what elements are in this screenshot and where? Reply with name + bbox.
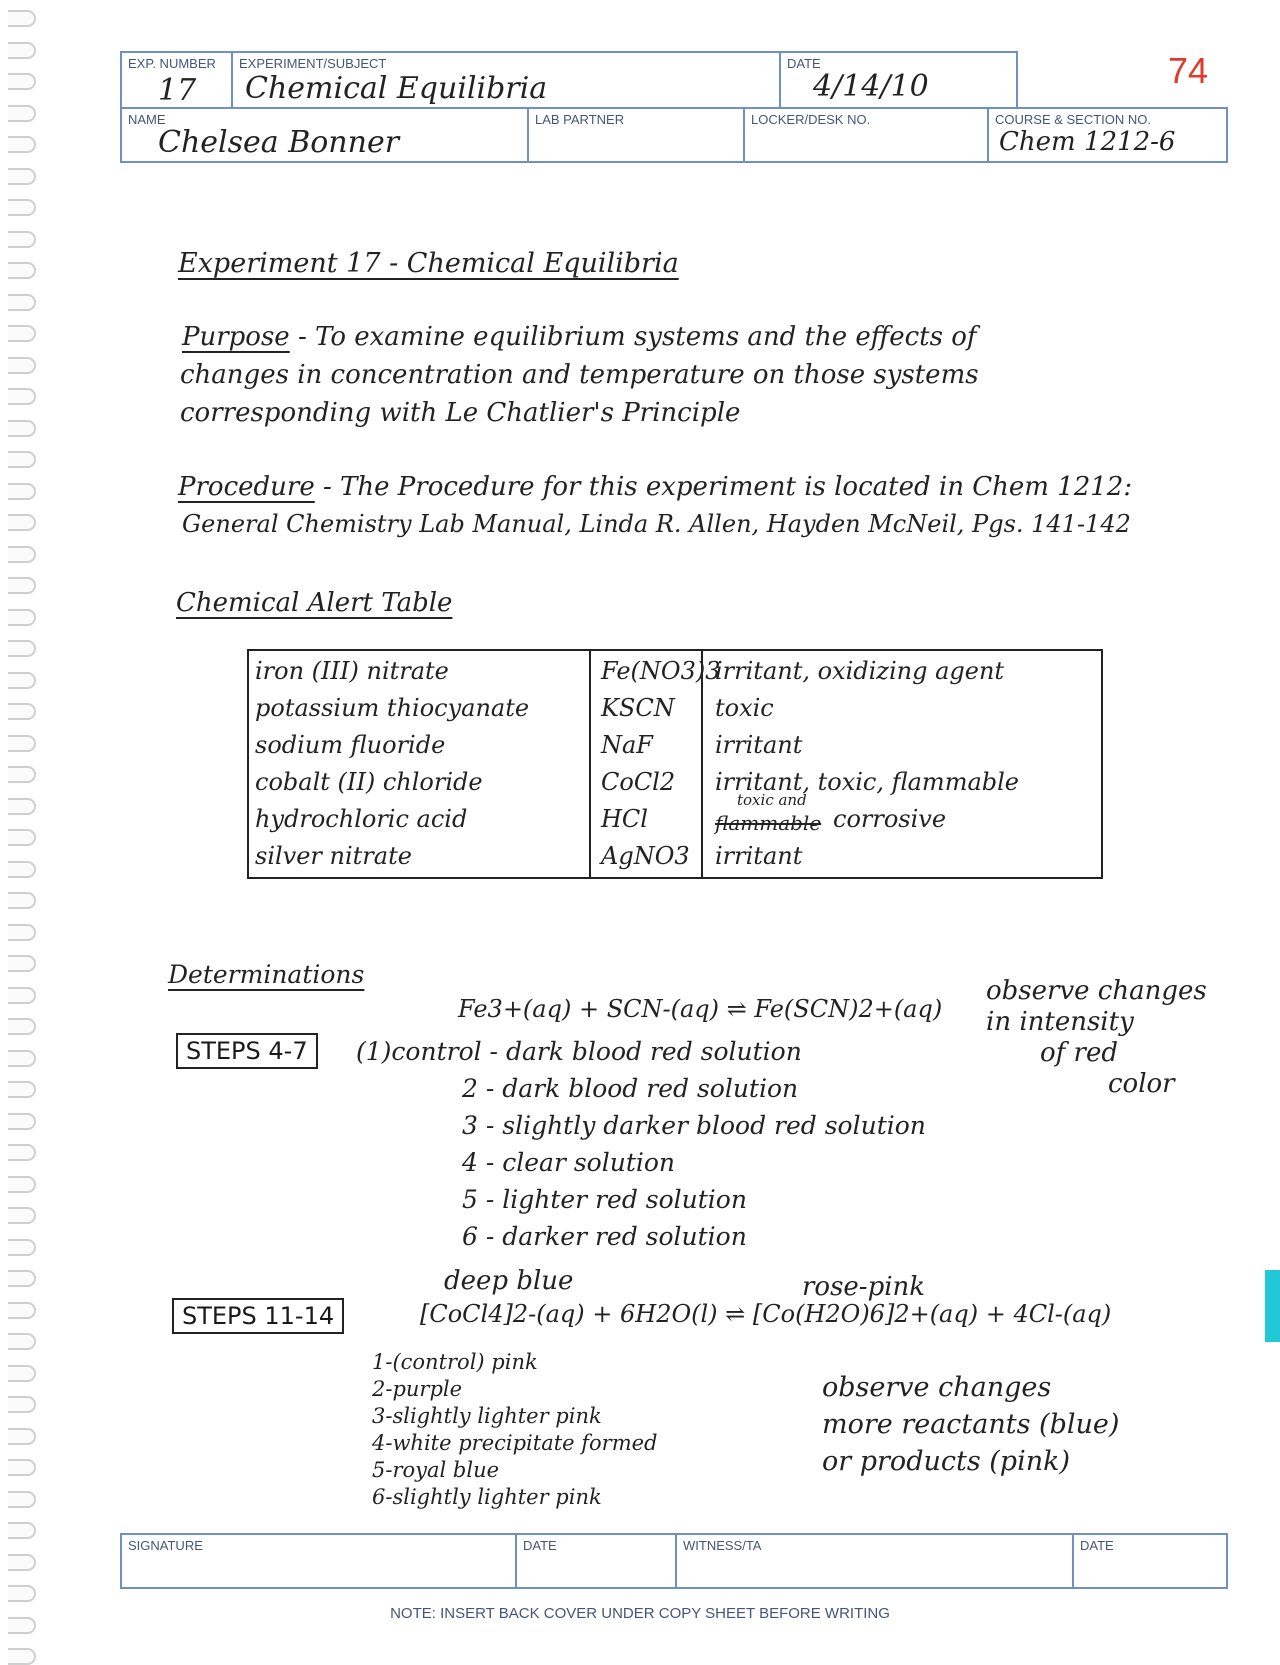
spiral-hole [8, 640, 36, 657]
spiral-hole [8, 1459, 36, 1476]
spiral-hole [8, 1239, 36, 1256]
spiral-hole [8, 1144, 36, 1161]
steps-4-7-box: STEPS 4-7 [176, 1033, 318, 1069]
alert-chemical-name: cobalt (II) chloride [255, 768, 483, 796]
spiral-hole [8, 357, 36, 374]
witness-date-label: DATE [1080, 1538, 1114, 1553]
determination-item: 3-slightly lighter pink [372, 1404, 602, 1428]
spiral-hole [8, 105, 36, 122]
spiral-hole [8, 1207, 36, 1224]
name-value: Chelsea Bonner [158, 125, 400, 160]
spiral-hole [8, 1428, 36, 1445]
spiral-hole [8, 199, 36, 216]
spiral-hole [8, 1585, 36, 1602]
signature-date-label: DATE [523, 1538, 557, 1553]
spiral-hole [8, 1491, 36, 1508]
notebook-tab [1265, 1270, 1280, 1342]
chemical-alert-table [247, 649, 1103, 879]
spiral-hole [8, 798, 36, 815]
set2-observation-note: observe changes [822, 1372, 1052, 1403]
spiral-hole [8, 168, 36, 185]
spiral-hole [8, 1176, 36, 1193]
spiral-hole [8, 73, 36, 90]
spiral-hole [8, 294, 36, 311]
spiral-hole [8, 829, 36, 846]
set1-observation-note: observe changes [986, 976, 1207, 1006]
equation-2: [CoCl4]2-(aq) + 6H2O(l) ⇌ [Co(H2O)6]2+(aq) + 4Cl-(aq) [420, 1300, 1112, 1328]
alert-chemical-formula: KSCN [601, 694, 675, 722]
spiral-hole [8, 987, 36, 1004]
set1-observation-note: in intensity [986, 1007, 1134, 1037]
purpose-text-2: changes in concentration and temperature on those systems [180, 360, 979, 390]
set2-observation-note: or products (pink) [822, 1446, 1071, 1477]
spiral-hole [8, 1270, 36, 1287]
spiral-hole [8, 703, 36, 720]
procedure-text-1: - The Procedure for this experiment is located in Chem 1212: [323, 472, 1133, 502]
purpose-text-1: - To examine equilibrium systems and the effects of [297, 322, 977, 352]
spiral-hole [8, 577, 36, 594]
alert-hazard-insert: toxic and [737, 791, 807, 809]
spiral-hole [8, 1018, 36, 1035]
witness-label: WITNESS/TA [683, 1538, 762, 1553]
equation-1: Fe3+(aq) + SCN-(aq) ⇌ Fe(SCN)2+(aq) [458, 995, 943, 1023]
lab-partner-label: LAB PARTNER [535, 112, 625, 127]
spiral-hole [8, 420, 36, 437]
purpose-label: Purpose [182, 322, 290, 352]
spiral-hole [8, 1554, 36, 1571]
footer-note: NOTE: INSERT BACK COVER UNDER COPY SHEET BEFORE WRITING [390, 1605, 890, 1622]
determination-item: 6-slightly lighter pink [372, 1485, 602, 1509]
determination-item: 2-purple [372, 1377, 463, 1401]
spiral-hole [8, 735, 36, 752]
page-number: 74 [1168, 50, 1209, 91]
exp-number-value: 17 [158, 73, 197, 108]
procedure-label: Procedure [178, 472, 315, 502]
locker-label: LOCKER/DESK NO. [751, 112, 871, 127]
alert-hazard-struck: flammable [715, 811, 822, 835]
spiral-hole [8, 672, 36, 689]
spiral-hole [8, 546, 36, 563]
deep-blue-label: deep blue [444, 1266, 574, 1296]
alert-chemical-name: potassium thiocyanate [255, 694, 530, 722]
determination-item: 3 - slightly darker blood red solution [462, 1111, 926, 1140]
signature-label: SIGNATURE [128, 1538, 203, 1553]
determinations-heading: Determinations [168, 960, 365, 989]
header-row-bottom [120, 107, 1228, 163]
spiral-hole [8, 10, 36, 27]
determination-item: 4 - clear solution [462, 1148, 676, 1177]
alert-hazard: irritant, toxic, flammable [715, 768, 1019, 796]
determination-item: 5 - lighter red solution [462, 1185, 747, 1214]
spiral-hole [8, 262, 36, 279]
set1-observation-note: color [1108, 1069, 1175, 1099]
alert-hazard: irritant [715, 842, 803, 870]
spiral-hole [8, 483, 36, 500]
alert-chemical-formula: CoCl2 [601, 768, 676, 796]
spiral-binding [0, 0, 40, 1656]
course-label: COURSE & SECTION NO. [995, 112, 1152, 127]
purpose-text-3: corresponding with Le Chatlier's Principle [180, 398, 741, 428]
name-label: NAME [128, 112, 166, 127]
determination-item: 2 - dark blood red solution [462, 1074, 799, 1103]
spiral-hole [8, 955, 36, 972]
alert-chemical-formula: HCl [601, 805, 648, 833]
header-row-top [120, 51, 1018, 109]
alert-chemical-name: silver nitrate [255, 842, 412, 870]
determination-item: 1-(control) pink [372, 1350, 538, 1374]
spiral-hole [8, 609, 36, 626]
steps-11-14-box: STEPS 11-14 [172, 1298, 344, 1334]
spiral-hole [8, 766, 36, 783]
spiral-hole [8, 1113, 36, 1130]
spiral-hole [8, 388, 36, 405]
spiral-hole [8, 514, 36, 531]
page-title: Experiment 17 - Chemical Equilibria [178, 248, 679, 279]
determination-item: 5-royal blue [372, 1458, 500, 1482]
spiral-hole [8, 42, 36, 59]
subject-label: EXPERIMENT/SUBJECT [239, 56, 387, 71]
alert-chemical-formula: Fe(NO3)3 [601, 657, 721, 685]
purpose-line-1 [182, 322, 977, 352]
spiral-hole [8, 325, 36, 342]
spiral-hole [8, 1302, 36, 1319]
alert-hazard: toxic [715, 694, 774, 722]
course-value: Chem 1212-6 [999, 127, 1176, 157]
spiral-hole [8, 231, 36, 248]
spiral-hole [8, 861, 36, 878]
signature-row [120, 1533, 1228, 1589]
date-label: DATE [787, 56, 821, 71]
alert-hazard: corrosive [833, 805, 947, 833]
alert-chemical-formula: NaF [601, 731, 653, 759]
set2-observation-note: more reactants (blue) [822, 1409, 1120, 1440]
rose-pink-label: rose-pink [802, 1272, 926, 1302]
spiral-hole [8, 136, 36, 153]
determination-item: 6 - darker red solution [462, 1222, 747, 1251]
subject-value: Chemical Equilibria [245, 71, 548, 106]
spiral-hole [8, 1648, 36, 1665]
spiral-hole [8, 1333, 36, 1350]
alert-hazard: irritant, oxidizing agent [715, 657, 1005, 685]
alert-table-heading: Chemical Alert Table [176, 588, 453, 618]
spiral-hole [8, 924, 36, 941]
set1-observation-note: of red [1040, 1038, 1118, 1068]
spiral-hole [8, 1050, 36, 1067]
spiral-hole [8, 1522, 36, 1539]
exp-number-label: EXP. NUMBER [128, 56, 216, 71]
alert-chemical-name: hydrochloric acid [255, 805, 468, 833]
spiral-hole [8, 1396, 36, 1413]
determination-item: 4-white precipitate formed [372, 1431, 658, 1455]
procedure-line-1 [178, 472, 1132, 502]
alert-chemical-name: sodium fluoride [255, 731, 446, 759]
alert-chemical-formula: AgNO3 [601, 842, 690, 870]
procedure-text-2: General Chemistry Lab Manual, Linda R. Allen, Hayden McNeil, Pgs. 141-142 [182, 510, 1131, 538]
date-value: 4/14/10 [813, 69, 929, 104]
alert-chemical-name: iron (III) nitrate [255, 657, 449, 685]
spiral-hole [8, 1081, 36, 1098]
spiral-hole [8, 892, 36, 909]
spiral-hole [8, 451, 36, 468]
spiral-hole [8, 1365, 36, 1382]
alert-hazard: irritant [715, 731, 803, 759]
determination-item: (1)control - dark blood red solution [356, 1037, 802, 1066]
